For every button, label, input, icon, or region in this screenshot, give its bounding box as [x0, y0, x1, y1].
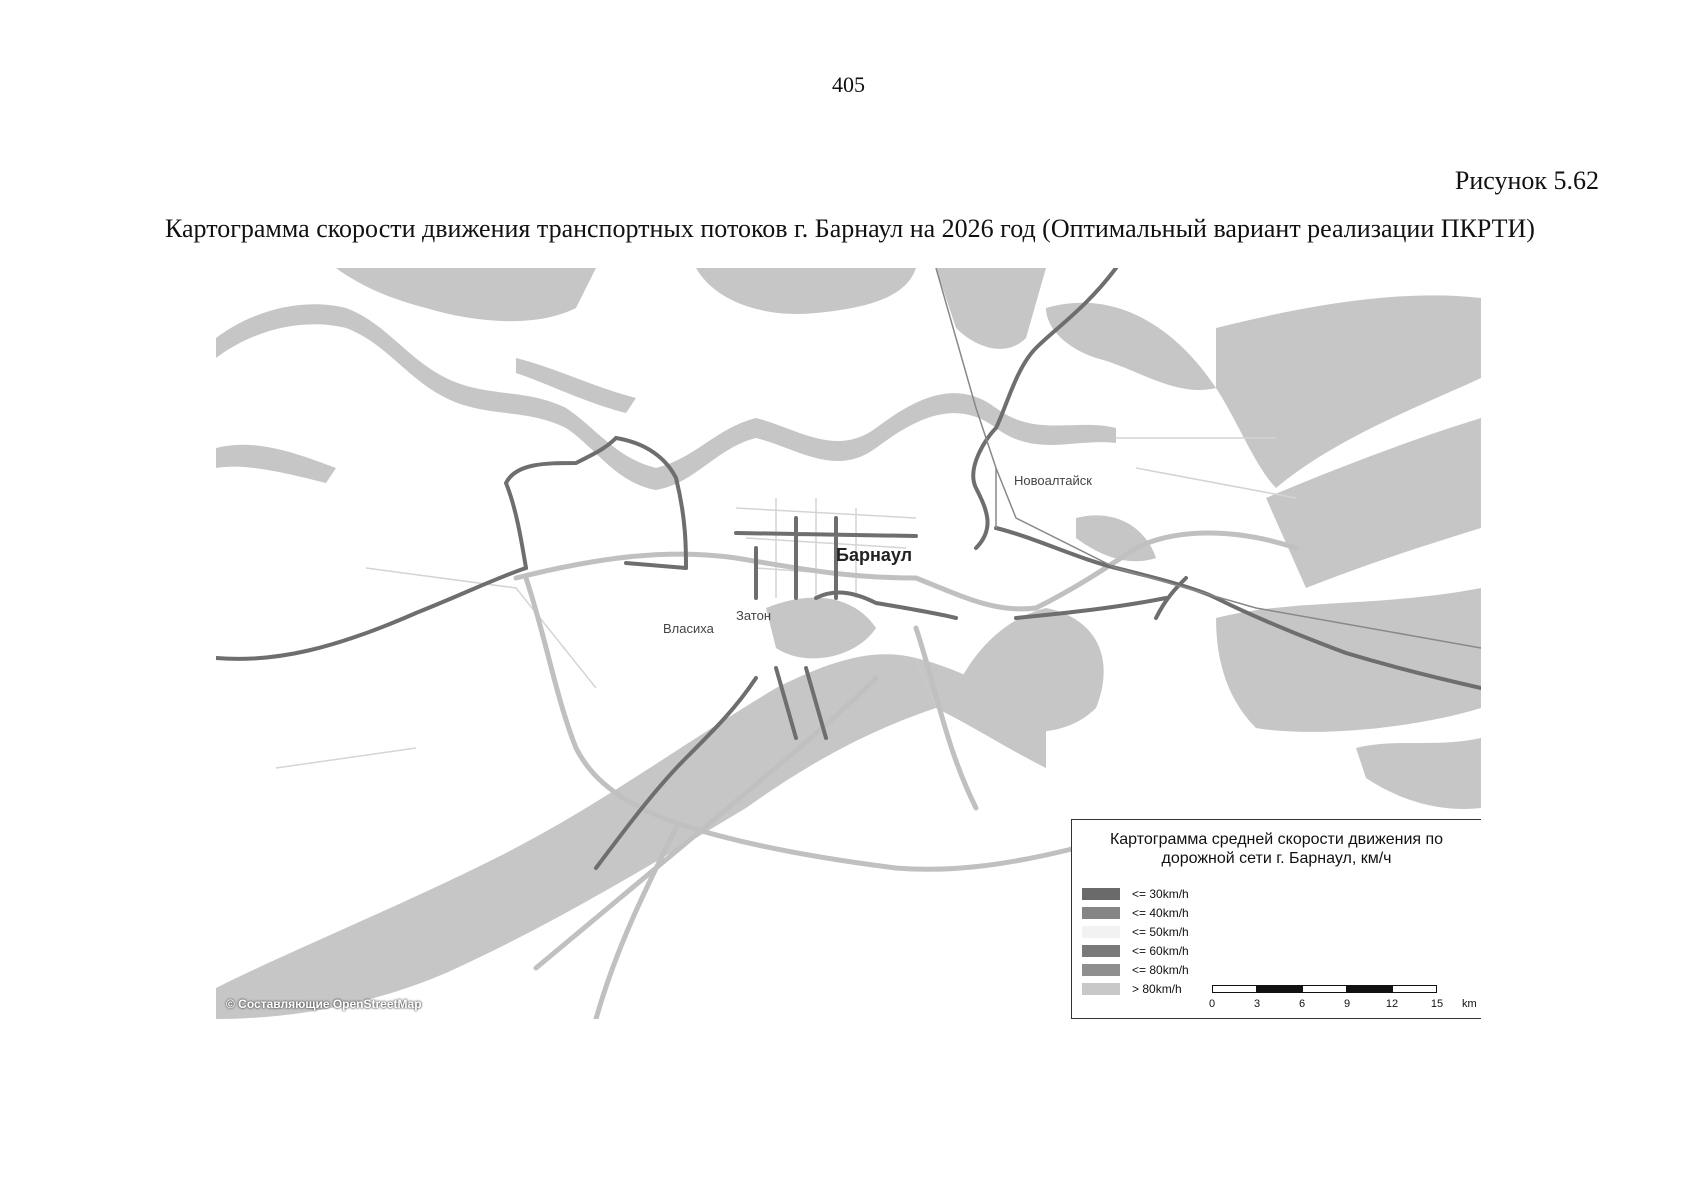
figure-title: Картограмма скорости движения транспортных потоков г. Барнаул на 2026 год (Оптимальный вариант реализации ПКРТИ) — [165, 214, 1535, 243]
place-label-novoaltaysk: Новоалтайск — [1014, 473, 1092, 488]
place-label-barnaul: Барнаул — [836, 545, 913, 565]
scale-tick-label: 0 — [1208, 998, 1216, 1010]
traffic-speed-map[interactable] — [216, 268, 1481, 1019]
legend-label: <= 60km/h — [1132, 944, 1189, 958]
scale-segment — [1257, 985, 1302, 993]
legend-swatch — [1082, 907, 1120, 919]
scale-bar — [1208, 985, 1481, 1015]
place-label-vlasikha: Власиха — [663, 621, 714, 636]
legend-label: <= 40km/h — [1132, 906, 1189, 920]
scale-segment — [1347, 985, 1392, 993]
legend-label: <= 30km/h — [1132, 887, 1189, 901]
map-attribution: © Составляющие OpenStreetMap — [226, 997, 422, 1011]
legend-swatch — [1082, 945, 1120, 957]
legend-swatch — [1082, 888, 1120, 900]
legend-swatch — [1082, 926, 1120, 938]
legend-swatch — [1082, 983, 1120, 995]
legend-label: <= 80km/h — [1132, 963, 1189, 977]
legend-label: <= 50km/h — [1132, 925, 1189, 939]
scale-tick-label: 9 — [1343, 998, 1351, 1010]
place-label-zaton: Затон — [736, 608, 772, 623]
scale-tick-label: 12 — [1385, 998, 1399, 1010]
scale-tick-label: 15 — [1430, 998, 1444, 1010]
scale-segment — [1302, 985, 1347, 993]
page-number: 405 — [832, 72, 865, 97]
scale-unit-label: km — [1462, 998, 1477, 1010]
scale-tick-label: 3 — [1253, 998, 1261, 1010]
legend-title: Картограмма средней скорости движения по дорожной сети г. Барнаул, км/ч — [1109, 831, 1444, 867]
legend-label: > 80km/h — [1132, 982, 1182, 996]
map-legend — [1071, 819, 1481, 1019]
legend-swatch — [1082, 964, 1120, 976]
figure-label: Рисунок 5.62 — [1454, 166, 1599, 195]
scale-tick-label: 6 — [1298, 998, 1306, 1010]
scale-segment — [1392, 985, 1437, 993]
scale-segment — [1212, 985, 1257, 993]
